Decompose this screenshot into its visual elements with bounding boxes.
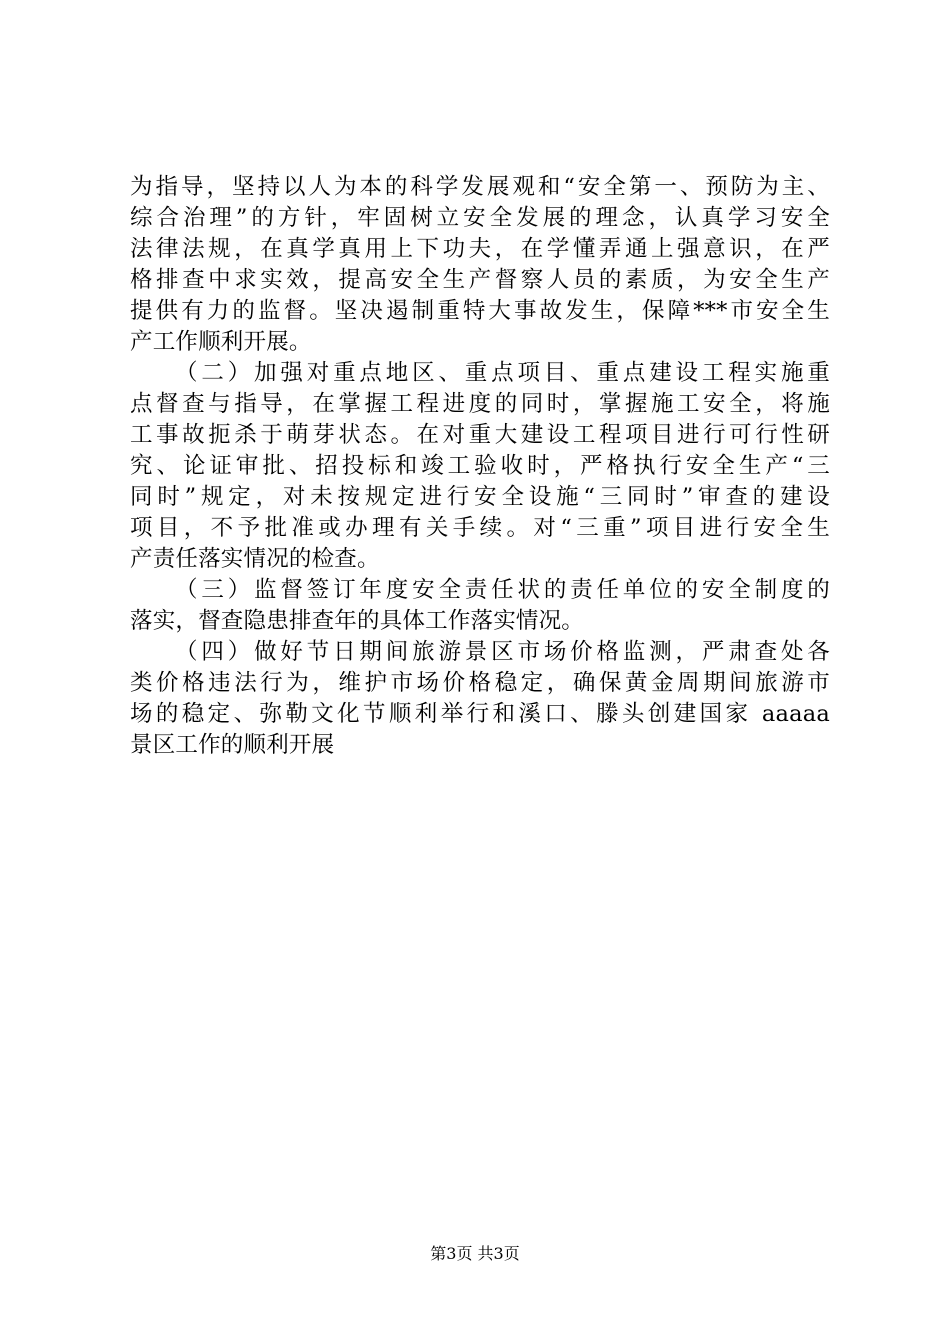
paragraph-line: 法律法规，在真学真用上下功夫，在学懂弄通上强意识，在严 — [130, 236, 830, 262]
paragraph-line: 为指导，坚持以人为本的科学发展观和“安全第一、预防为主、 — [130, 174, 830, 200]
paragraph-line: 综合治理”的方针，牢固树立安全发展的理念，认真学习安全 — [130, 205, 830, 231]
paragraph-line: 落实，督查隐患排查年的具体工作落实情况。 — [130, 608, 585, 634]
paragraph-first-line: （三）监督签订年度安全责任状的责任单位的安全制度的 — [175, 577, 830, 603]
paragraph-line: 场的稳定、弥勒文化节顺利举行和溪口、滕头创建国家 aaaaa — [130, 701, 830, 727]
paragraph-line: 类价格违法行为，维护市场价格稳定，确保黄金周期间旅游市 — [130, 670, 830, 696]
paragraph-line: 产工作顺利开展。 — [130, 329, 312, 355]
paragraph-line: 提供有力的监督。坚决遏制重特大事故发生，保障***市安全生 — [130, 298, 830, 324]
paragraph-line: 格排查中求实效，提高安全生产督察人员的素质，为安全生产 — [130, 267, 830, 293]
document-body — [130, 172, 830, 761]
page-number-footer: 第3页 共3页 — [430, 1244, 520, 1263]
paragraph-line: 项目，不予批准或办理有关手续。对“三重”项目进行安全生 — [130, 515, 830, 541]
paragraph-first-line: （四）做好节日期间旅游景区市场价格监测，严肃查处各 — [175, 639, 830, 665]
paragraph-line: 究、论证审批、招投标和竣工验收时，严格执行安全生产“三 — [130, 453, 830, 479]
paragraph-first-line: （二）加强对重点地区、重点项目、重点建设工程实施重 — [175, 360, 830, 386]
paragraph-line: 点督查与指导，在掌握工程进度的同时，掌握施工安全，将施 — [130, 391, 830, 417]
paragraph-line: 景区工作的顺利开展 — [130, 732, 335, 758]
paragraph-line: 同时”规定，对未按规定进行安全设施“三同时”审查的建设 — [130, 484, 830, 510]
paragraph-line: 工事故扼杀于萌芽状态。在对重大建设工程项目进行可行性研 — [130, 422, 830, 448]
paragraph-line: 产责任落实情况的检查。 — [130, 546, 380, 572]
